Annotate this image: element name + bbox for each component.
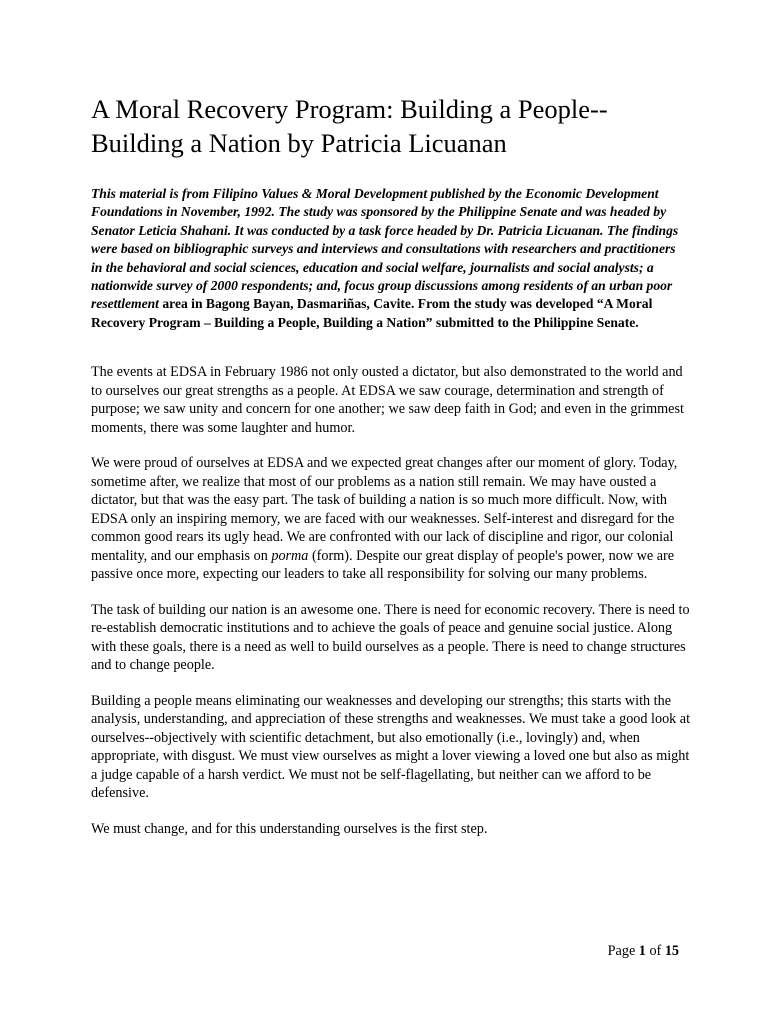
- of-label: of: [649, 943, 662, 959]
- paragraph-edsa-events: The events at EDSA in February 1986 not only ousted a dictator, but also demonstrated to the world and to ourselves our great strengths as a people. At EDSA we saw courage, determination and strength of purpose; we saw unity and concern for one another; we saw deep faith in God; and even in the grimmest moments, there was some laughter and humor.: [91, 364, 684, 436]
- paragraph-proud-text-end: (form). Despite our great display of people's power, now we are passive once more, expecting our leaders to take all responsibility for solving our many problems.: [91, 547, 675, 583]
- paragraph-proud-text-start: We were proud of ourselves at EDSA and we expected great changes after our moment of glory. Today, sometime after, we realize that most of our problems as a nation still remain. We may have ousted a dictator, but that was the easy part. The task of building a nation is so much more difficult. Now, with EDSA only an inspiring memory, we are faced with our weaknesses. Self-interest and disregard for the common good rears its ugly head. We are confronted with our lack of discipline and rigor, our colonial mentality, and our emphasis on: [91, 455, 678, 564]
- current-page-number: 1: [638, 943, 646, 959]
- paragraph-building-people: Building a people means eliminating our weaknesses and developing our strengths; this starts with the analysis, understanding, and appreciation of these strengths and weaknesses. We must take a good look at ourselves--objectively with scientific detachment, but also emotionally (i.e., lovingly) and, when appropriate, with disgust. We must view ourselves as might a lover viewing a loved one but also as might a judge capable of a harsh verdict. We must not be self-flagellating, but neither can we afford to be defensive.: [91, 692, 691, 802]
- paragraph-building-nation: The task of building our nation is an awesome one. There is need for economic recovery. There is need to re-establish democratic institutions and to achieve the goals of peace and genuine social justice. Along with these goals, there is a need as well to build ourselves as a people. There is need to change structures and to change people.: [91, 601, 690, 674]
- total-page-count: 15: [664, 943, 679, 959]
- page-number-footer: [608, 942, 679, 960]
- document-title: A Moral Recovery Program: Building a People--Building a Nation by Patricia Licuanan: [91, 94, 608, 158]
- intro-italic-text: This material is from Filipino Values & Moral Development published by the Economic Development Foundations in November, 1992. The study was sponsored by the Philippine Senate and was headed by Senator Leticia Shahani. It was conducted by a task force headed by Dr. Patricia Licuanan. The findings were based on bibliographic surveys and interviews and consultations with researchers and practitioners in the behavioral and social sciences, education and social welfare, journalists and social analysts; a nationwide survey of 2000 respondents; and, focus group discussions among residents of an urban poor resettlement: [91, 186, 679, 312]
- document-content: [91, 92, 691, 855]
- paragraph-must-change: We must change, and for this understanding ourselves is the first step.: [91, 820, 488, 837]
- porma-term: porma: [271, 547, 309, 564]
- paragraph-proud-at-edsa: [91, 454, 691, 584]
- intro-paragraph: [91, 185, 691, 332]
- intro-upright-text: area in Bagong Bayan, Dasmariñas, Cavite. From the study was developed “A Moral Recovery Program – Building a People, Building a Nation” submitted to the Philippine Senate.: [91, 296, 653, 330]
- page-label: Page: [607, 943, 636, 959]
